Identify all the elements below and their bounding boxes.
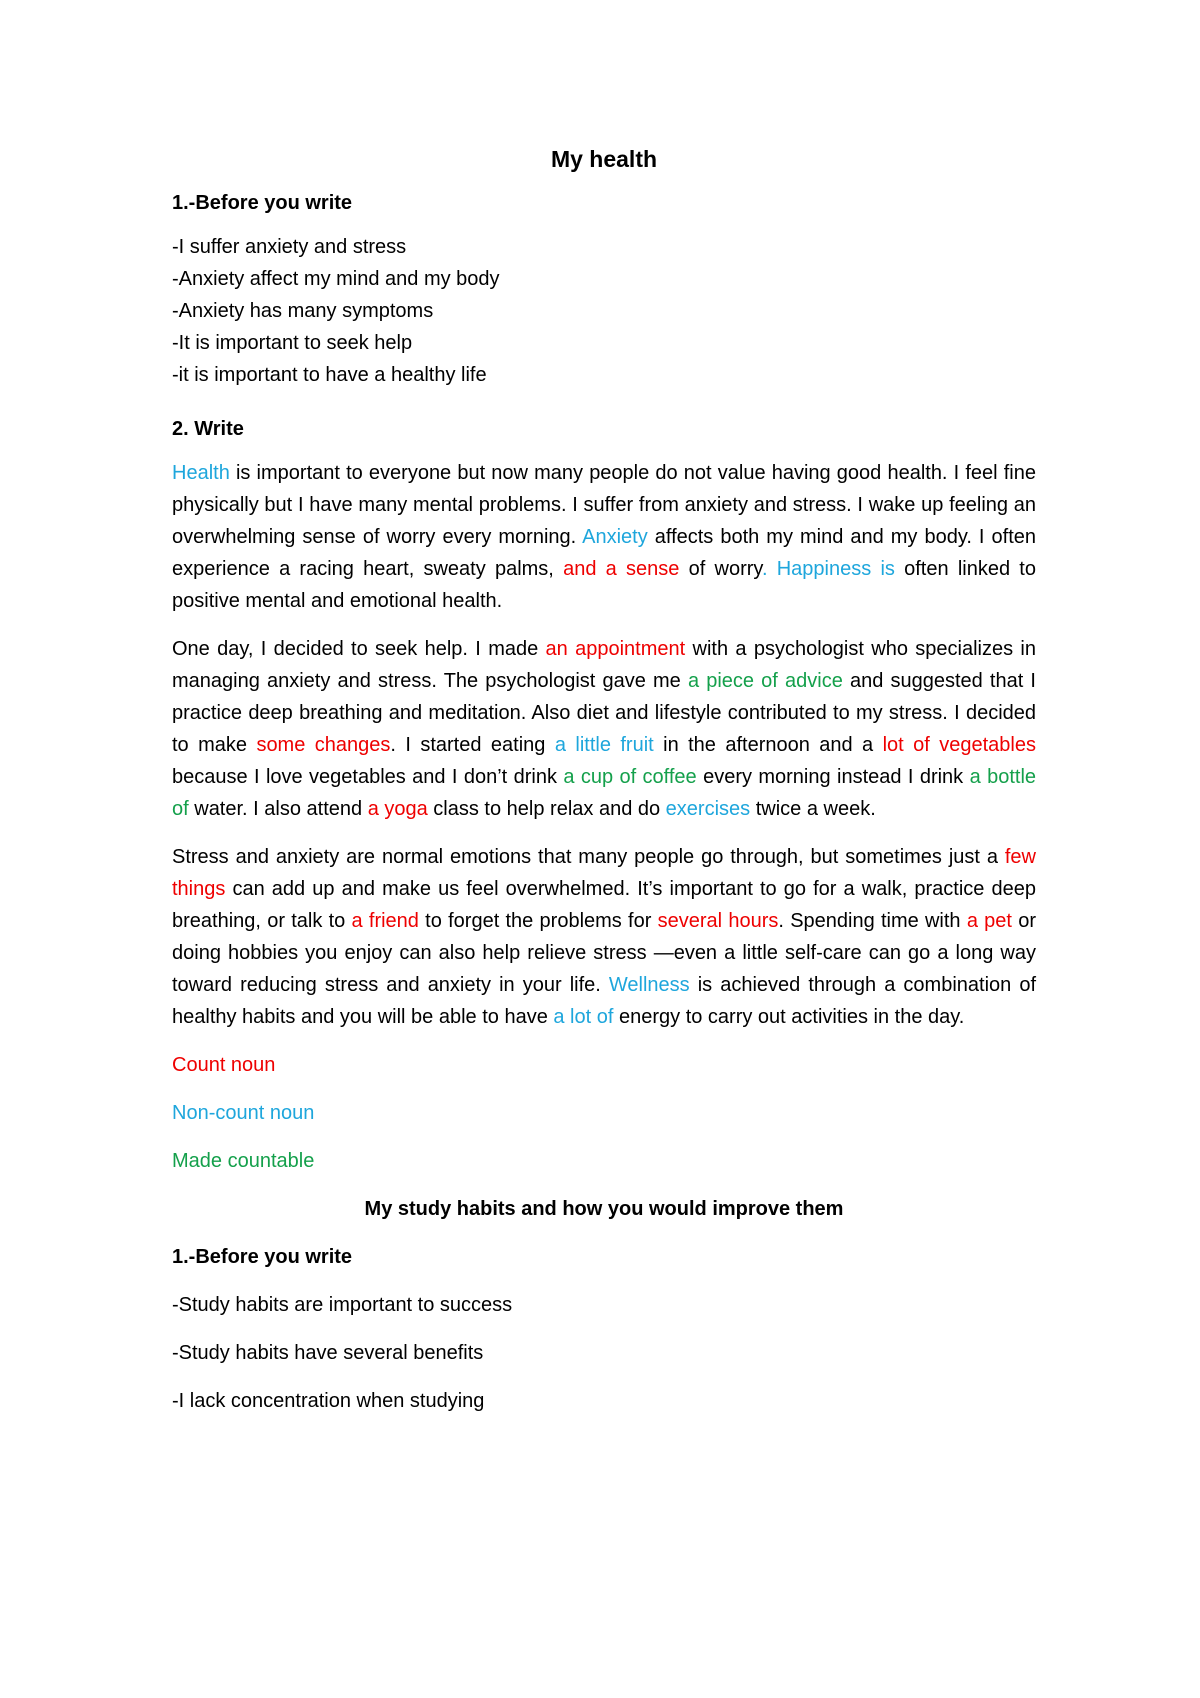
non-count-noun-highlight: exercises [665, 798, 751, 820]
paragraph-text: . I started eating [390, 734, 555, 756]
paragraph-text: energy to carry out activities in the day. [613, 1006, 965, 1028]
list-item: -It is important to seek help [172, 332, 413, 354]
paragraph-text: is achieved through a combination of healthy habits and you will be able to have [172, 974, 1036, 1028]
list-item: -Anxiety affect my mind and my body [172, 268, 500, 290]
paragraph-text: is important to everyone but now many people do not value having good health. I feel fine physically but I have many mental problems. I suffer from anxiety and stress. I wake up feeling an overwhelming sense of worry every morning. [172, 462, 1036, 548]
list-item: -Study habits have several benefits [172, 1342, 484, 1364]
list-item: -I suffer anxiety and stress [172, 236, 407, 258]
paragraph-text: and suggested that I practice deep breathing and meditation. Also diet and lifestyle contributed to my stress. I decided to make [172, 670, 1036, 756]
paragraph-text: or doing hobbies you enjoy can also help relieve stress —even a little self-care can go a long way toward reducing stress and anxiety in your life. [172, 910, 1037, 996]
count-noun-highlight: a yoga [367, 798, 428, 820]
paragraph-text: with a psychologist who specializes in managing anxiety and stress. The psychologist gave me [172, 638, 1036, 692]
count-noun-highlight: few things [172, 846, 1036, 900]
paragraph-text: of worry [679, 558, 762, 580]
legend-made-countable: Made countable [172, 1150, 315, 1172]
paragraph-text: twice a week. [750, 798, 876, 820]
count-noun-highlight: and a sense [563, 558, 680, 580]
paragraph-text: water. I also attend [188, 798, 368, 820]
list-item: -I lack concentration when studying [172, 1390, 485, 1412]
legend-count-noun: Count noun [172, 1054, 276, 1076]
count-noun-highlight: a pet [966, 910, 1012, 932]
paragraph-text: can add up and make us feel overwhelmed. It’s important to go for a walk, practice deep breathing, or talk to [172, 878, 1036, 932]
section-heading-write: 2. Write [172, 418, 244, 440]
paragraph-text: affects both my mind and my body. I often experience a racing heart, sweaty palms, [172, 526, 1036, 580]
non-count-noun-highlight: Wellness [608, 974, 690, 996]
section-heading-before-write: 1.-Before you write [172, 192, 353, 214]
legend-non-count-noun: Non-count noun [172, 1102, 315, 1124]
paragraph-text: One day, I decided to seek help. I made [172, 638, 546, 660]
paragraph-text: because I love vegetables and I don’t drink [172, 766, 564, 788]
list-item: -Study habits are important to success [172, 1294, 513, 1316]
paragraph-text: . Spending time with [778, 910, 967, 932]
before-write-list [172, 231, 1036, 391]
made-countable-highlight: a bottle of [172, 766, 1037, 820]
study-heading-before-write: 1.-Before you write [172, 1246, 353, 1268]
count-noun-highlight: some changes [256, 734, 391, 756]
non-count-noun-highlight: Anxiety [582, 526, 648, 548]
count-noun-highlight: lot of vegetables [882, 734, 1036, 756]
count-noun-highlight: several hours [657, 910, 779, 932]
study-list [172, 1289, 1036, 1417]
non-count-noun-highlight: Health [172, 462, 230, 484]
non-count-noun-highlight: . Happiness is [761, 558, 895, 580]
made-countable-highlight: a cup of coffee [563, 766, 697, 788]
paragraph-text: to forget the problems for [418, 910, 658, 932]
paragraph-text: Stress and anxiety are normal emotions that many people go through, but sometimes just a [172, 846, 1005, 868]
paragraph-text: often linked to positive mental and emotional health. [172, 558, 1036, 612]
made-countable-highlight: a piece of advice [687, 670, 843, 692]
paragraph-text: class to help relax and do [427, 798, 666, 820]
study-habits-title: My study habits and how you would improve them [364, 1198, 844, 1220]
essay-paragraph-2 [172, 633, 1036, 825]
non-count-noun-highlight: a little fruit [554, 734, 654, 756]
essay-paragraph-1 [172, 457, 1036, 617]
list-item: -it is important to have a healthy life [172, 364, 487, 386]
count-noun-highlight: an appointment [545, 638, 686, 660]
paragraph-text: in the afternoon and a [653, 734, 883, 756]
non-count-noun-highlight: a lot of [553, 1006, 614, 1028]
essay-paragraph-3 [172, 841, 1036, 1033]
list-item: -Anxiety has many symptoms [172, 300, 434, 322]
page-title: My health [550, 146, 658, 172]
paragraph-text: every morning instead I drink [696, 766, 970, 788]
count-noun-highlight: a friend [351, 910, 419, 932]
